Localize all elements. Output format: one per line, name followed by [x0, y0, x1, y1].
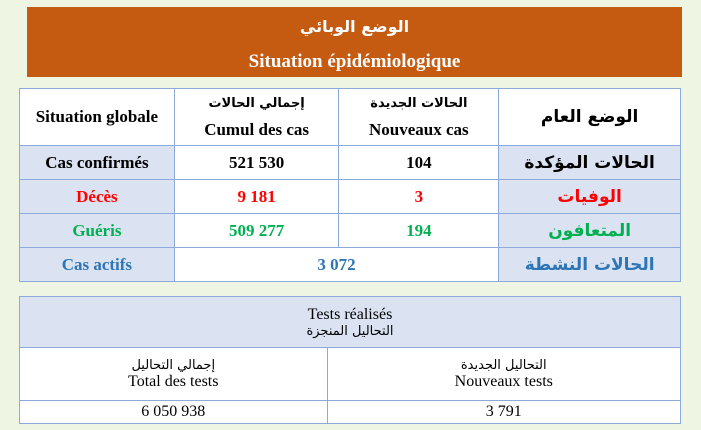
- row-nouveaux-value: 104: [339, 146, 499, 180]
- nouveaux-tests-value: 3 791: [327, 401, 680, 424]
- header-nouveaux-tests-french: Nouveaux tests: [454, 372, 553, 390]
- header-total-tests-french: Total des tests: [128, 372, 219, 390]
- tests-title-row: [20, 297, 681, 348]
- row-cumul-value: 509 277: [174, 214, 339, 248]
- row-total-value: 3 072: [174, 248, 498, 282]
- table-row-actifs: [20, 248, 681, 282]
- row-nouveaux-value: 3: [339, 180, 499, 214]
- header-situation-globale: Situation globale: [20, 89, 175, 146]
- row-label-arabic: الحالات المؤكدة: [499, 146, 681, 180]
- row-label-arabic: الحالات النشطة: [499, 248, 681, 282]
- tests-table: [19, 296, 681, 424]
- header-nouveaux-french: Nouveaux cas: [369, 120, 469, 139]
- row-label-french: Décès: [20, 180, 175, 214]
- header-cumul: [174, 89, 339, 146]
- row-nouveaux-value: 194: [339, 214, 499, 248]
- tests-title-french: Tests réalisés: [307, 305, 393, 323]
- row-label-french: Guéris: [20, 214, 175, 248]
- header-banner: [27, 7, 682, 77]
- header-total-tests: [20, 348, 328, 401]
- header-situation-arabic: الوضع العام: [499, 89, 681, 146]
- table-row-confirmes: [20, 146, 681, 180]
- table-header-row: [20, 89, 681, 146]
- row-cumul-value: 9 181: [174, 180, 339, 214]
- header-total-tests-arabic: إجمالي التحاليل: [131, 357, 216, 373]
- header-nouveaux-arabic: الحالات الجديدة: [370, 96, 468, 111]
- header-nouveaux-tests-arabic: التحاليل الجديدة: [460, 357, 547, 373]
- situation-table: [19, 88, 681, 282]
- total-tests-value: 6 050 938: [20, 401, 328, 424]
- table-row-gueris: [20, 214, 681, 248]
- tests-header-row: [20, 348, 681, 401]
- header-cumul-arabic: إجمالي الحالات: [208, 96, 305, 111]
- tests-title-arabic: التحاليل المنجزة: [306, 323, 394, 339]
- banner-title-arabic: الوضع الوبائي: [299, 17, 410, 36]
- header-nouveaux: [339, 89, 499, 146]
- header-cumul-french: Cumul des cas: [204, 120, 310, 139]
- tests-title: [20, 297, 681, 348]
- banner-title-french: Situation épidémiologique: [248, 51, 461, 72]
- row-label-french: Cas confirmés: [20, 146, 175, 180]
- table-row-deces: [20, 180, 681, 214]
- row-label-arabic: الوفيات: [499, 180, 681, 214]
- header-nouveaux-tests: [327, 348, 680, 401]
- row-label-french: Cas actifs: [20, 248, 175, 282]
- row-cumul-value: 521 530: [174, 146, 339, 180]
- tests-value-row: [20, 401, 681, 424]
- row-label-arabic: المتعافون: [499, 214, 681, 248]
